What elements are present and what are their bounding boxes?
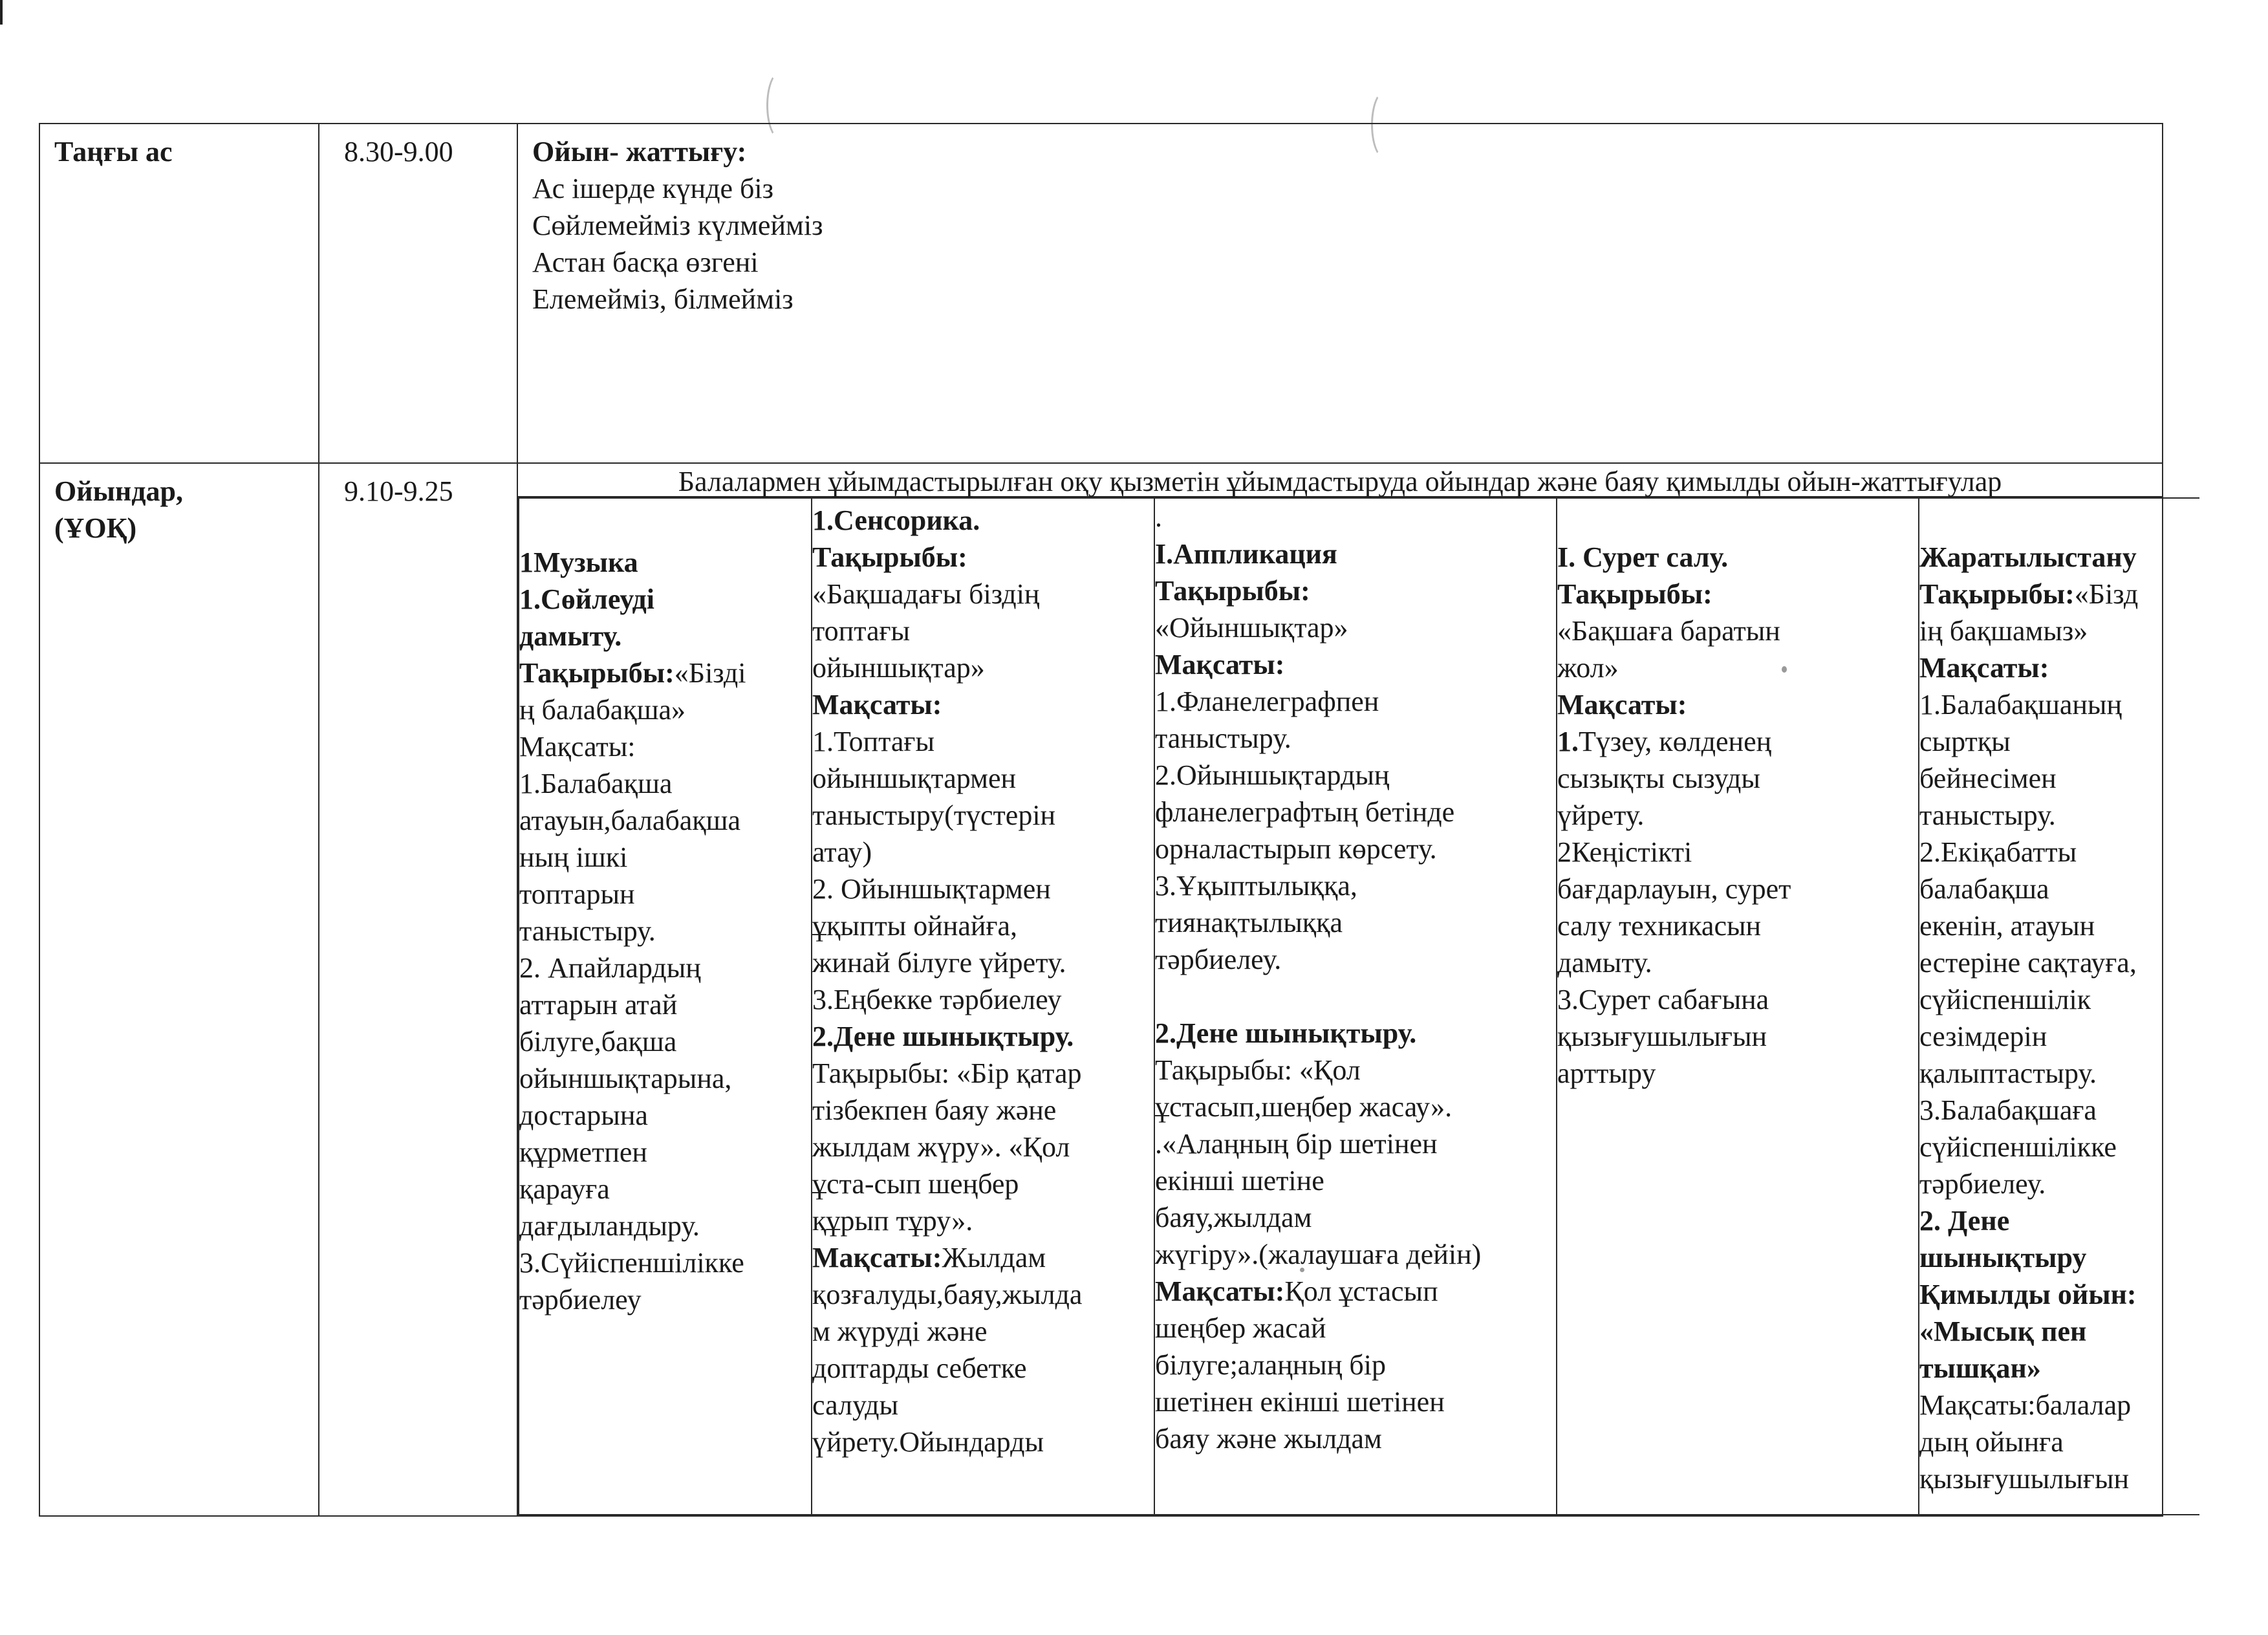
lesson-text: баяу,жылдам — [1155, 1202, 1312, 1233]
lesson-line — [1919, 871, 2199, 907]
lesson-heading-text: Мақсаты: — [1155, 649, 1285, 680]
lesson-line — [812, 539, 1154, 576]
lesson-text: тәрбиелеу. — [1919, 1168, 2046, 1200]
lesson-text: қызығушылығын — [1557, 1021, 1767, 1052]
lesson-line — [519, 1097, 811, 1134]
lesson-text: дағдыландыру. — [519, 1210, 700, 1242]
lesson-text: сыртқы — [1919, 726, 2011, 757]
lesson-line — [1557, 1055, 1918, 1092]
lesson-text: аттарын атай — [519, 989, 678, 1021]
lesson-line — [1919, 797, 2199, 834]
lesson-text: Түзеу, көлденең — [1579, 726, 1772, 757]
lesson-text: атауын,балабақша — [519, 805, 741, 836]
lesson-heading-text: 2.Дене шынықтыру. — [812, 1021, 1074, 1052]
lesson-text: сезімдерін — [1919, 1021, 2047, 1052]
lesson-column-day-5 — [1919, 498, 2199, 1515]
lesson-line — [812, 1092, 1154, 1129]
lesson-line — [1155, 757, 1556, 794]
activity-time: 9.10-9.25 — [344, 475, 453, 507]
activity-name: Ойындар, — [54, 475, 184, 507]
lesson-line — [1557, 576, 1918, 612]
exercise-title: Ойын- жаттығу: — [532, 136, 747, 168]
activity-content-cell — [517, 124, 2163, 463]
lesson-line — [1919, 576, 2199, 612]
lesson-line — [519, 765, 811, 802]
lesson-text: құрметпен — [519, 1136, 647, 1168]
lesson-text: 3.Сүйіспеншілікке — [519, 1247, 744, 1279]
lesson-text: салуды — [812, 1389, 899, 1421]
lesson-text: ойыншықтармен — [812, 763, 1017, 794]
lesson-text: екенін, атауын — [1919, 910, 2095, 942]
lesson-line — [1155, 941, 1556, 978]
lesson-line — [812, 649, 1154, 686]
lesson-heading-text: тышқан» — [1919, 1352, 2041, 1384]
lesson-line — [519, 839, 811, 876]
lesson-line — [1919, 1018, 2199, 1055]
lesson-line — [519, 691, 811, 728]
lesson-text: құрып тұру». — [812, 1205, 973, 1237]
lesson-line — [812, 723, 1154, 760]
lesson-line — [812, 1424, 1154, 1460]
lesson-line — [1919, 760, 2199, 797]
poem-line: Елемейміз, білмейміз — [532, 283, 794, 315]
lesson-line — [519, 949, 811, 986]
lesson-line — [1557, 981, 1918, 1018]
lesson-heading-text: 1. — [1557, 726, 1579, 757]
lesson-line — [1155, 1199, 1556, 1236]
lesson-line — [519, 544, 811, 581]
lesson-text: ойыншықтарына, — [519, 1063, 732, 1094]
lesson-line — [1155, 794, 1556, 830]
lesson-text: таныстыру. — [519, 915, 656, 947]
lesson-heading-text: 1.Сенсорика. — [812, 504, 980, 536]
lesson-line — [812, 944, 1154, 981]
lesson-line — [1155, 1310, 1556, 1347]
lesson-text: фланелеграфтың бетінде — [1155, 796, 1455, 828]
lesson-text: арттыру — [1557, 1057, 1656, 1089]
lesson-text: Мақсаты:балалар — [1919, 1389, 2132, 1421]
lesson-column-day-1 — [519, 498, 812, 1515]
lesson-text: дың ойынға — [1919, 1426, 2064, 1458]
lesson-text: 1.Топтағы — [812, 726, 935, 757]
lesson-heading-text: Қимылды ойын: — [1919, 1279, 2137, 1310]
lesson-heading-text: Тақырыбы: — [519, 657, 675, 689]
poem-line: Сөйлемейміз күлмейміз — [532, 210, 823, 241]
lesson-text: ұқыпты ойнайға, — [812, 910, 1018, 942]
lesson-line — [519, 581, 811, 618]
lesson-text: тәрбиелеу — [519, 1284, 642, 1316]
lesson-line — [1155, 499, 1556, 536]
lesson-column-day-2 — [812, 498, 1154, 1515]
lesson-heading-text: 2. Дене — [1919, 1205, 2010, 1237]
lesson-line — [812, 871, 1154, 907]
lesson-line — [1557, 834, 1918, 871]
lesson-line — [812, 1018, 1154, 1055]
lesson-heading-text: Мақсаты: — [1919, 652, 2049, 684]
lesson-text: достарына — [519, 1099, 648, 1131]
lesson-line — [1919, 1460, 2199, 1497]
lesson-line — [1155, 1162, 1556, 1199]
lesson-line — [1919, 686, 2199, 723]
lesson-text: таныстыру(түстерін — [812, 799, 1056, 831]
time-cell — [319, 124, 517, 463]
lesson-heading-text: 2.Дене шынықтыру. — [1155, 1017, 1417, 1049]
lesson-line — [812, 1055, 1154, 1092]
schedule-sheet — [39, 123, 2163, 1517]
lesson-text: ің бақшамыз» — [1919, 615, 2088, 647]
lesson-heading-text: І.Аппликация — [1155, 538, 1337, 570]
activity-name-abbrev: (ҰОҚ) — [54, 512, 137, 544]
lesson-line — [1155, 1015, 1556, 1052]
lesson-line — [812, 686, 1154, 723]
lesson-line — [1919, 649, 2199, 686]
lesson-line — [1557, 686, 1918, 723]
lesson-line — [519, 986, 811, 1023]
weekday-lessons-table — [518, 497, 2199, 1515]
lesson-heading-text: 1Музыка — [519, 547, 638, 578]
lesson-line — [1919, 1129, 2199, 1165]
lesson-text: дамыту. — [1557, 947, 1652, 979]
lesson-line — [1557, 612, 1918, 649]
lesson-heading-text: Мақсаты: — [1557, 689, 1687, 720]
lesson-text: 3.Еңбекке тәрбиелеу — [812, 984, 1062, 1015]
lesson-line — [1155, 1236, 1556, 1273]
lesson-line — [812, 981, 1154, 1018]
activity-name: Таңғы ас — [54, 136, 173, 168]
lesson-text: м жүруді және — [812, 1316, 988, 1347]
lesson-line — [812, 1313, 1154, 1350]
lesson-line — [812, 834, 1154, 871]
lesson-text: Тақырыбы: «Бір қатар — [812, 1057, 1082, 1089]
lesson-text: «Ойыншықтар» — [1155, 612, 1348, 644]
lesson-text: үйрету.Ойындарды — [812, 1426, 1044, 1458]
lesson-text: «Бізд — [2074, 578, 2139, 610]
lesson-line — [812, 1276, 1154, 1313]
lesson-line — [812, 1165, 1154, 1202]
activity-name-cell — [39, 463, 319, 1516]
lesson-text: білуге,бақша — [519, 1026, 677, 1057]
lesson-text: . — [1155, 501, 1162, 533]
lesson-line — [1155, 572, 1556, 609]
lesson-text: жүгіру».(жалаушаға дейін) — [1155, 1239, 1482, 1270]
lesson-line — [1557, 760, 1918, 797]
lesson-text: 1.Балабақшаның — [1919, 689, 2122, 720]
lesson-text: топтағы — [812, 615, 911, 647]
lesson-heading-text: Мақсаты: — [1155, 1275, 1285, 1307]
lesson-line — [1557, 871, 1918, 907]
lesson-text: доптарды себетке — [812, 1352, 1027, 1384]
lesson-text: орналастырып көрсету. — [1155, 833, 1437, 865]
lesson-line — [1557, 944, 1918, 981]
lesson-line — [1557, 539, 1918, 576]
lesson-line — [1919, 1276, 2199, 1313]
lesson-text: 2. Апайлардың — [519, 952, 701, 984]
lesson-line — [1155, 1088, 1556, 1125]
lesson-heading-text: дамыту. — [519, 620, 622, 652]
lesson-text: 2Кеңістікті — [1557, 836, 1692, 868]
poem-line: Ас ішерде күнде біз — [532, 173, 774, 204]
lesson-line — [1155, 1383, 1556, 1420]
lesson-text: 3.Балабақшаға — [1919, 1094, 2097, 1126]
lesson-text: «Бізді — [674, 657, 746, 689]
lesson-text: қозғалуды,баяу,жылда — [812, 1279, 1083, 1310]
lesson-heading-text: Тақырыбы: — [1557, 578, 1712, 610]
lesson-heading-text: Тақырыбы: — [1155, 575, 1310, 607]
lesson-line — [812, 612, 1154, 649]
lesson-text: естеріне сақтауға, — [1919, 947, 2137, 979]
daily-plan-table — [39, 123, 2163, 1517]
lesson-text: Жылдам — [942, 1242, 1046, 1273]
lesson-text: шеңбер жасай — [1155, 1312, 1326, 1344]
lesson-line — [1557, 649, 1918, 686]
lesson-heading-text: Жаратылыстану — [1919, 541, 2137, 573]
lesson-line — [1919, 1313, 2199, 1350]
lesson-line — [812, 502, 1154, 539]
lesson-text: «Бақшадағы біздің — [812, 578, 1040, 610]
lesson-column-day-4 — [1557, 498, 1919, 1515]
lesson-text: 1.Фланелеграфпен — [1155, 686, 1379, 717]
lesson-line — [812, 1202, 1154, 1239]
lesson-text: ұста-сып шеңбер — [812, 1168, 1019, 1200]
lesson-line — [1557, 723, 1918, 760]
lesson-text: сүйіспеншілік — [1919, 984, 2091, 1015]
lesson-line — [1155, 830, 1556, 867]
lesson-text: 2.Екіқабатты — [1919, 836, 2077, 868]
lesson-line — [1155, 904, 1556, 941]
lesson-line — [519, 655, 811, 691]
lesson-line — [1155, 536, 1556, 572]
activity-name-cell — [39, 124, 319, 463]
lesson-heading-text: І. Сурет салу. — [1557, 541, 1729, 573]
lesson-line — [1557, 797, 1918, 834]
lesson-line — [1919, 907, 2199, 944]
lesson-text: 1.Балабақша — [519, 768, 673, 799]
lesson-line — [1919, 981, 2199, 1018]
lesson-text: 2.Ойыншықтардың — [1155, 759, 1390, 791]
lesson-text: қалыптастыру. — [1919, 1057, 2097, 1089]
lesson-line — [812, 1239, 1154, 1276]
lesson-line — [812, 576, 1154, 612]
lesson-line — [519, 913, 811, 949]
lesson-text: ұстасып,шеңбер жасау». — [1155, 1091, 1453, 1123]
lesson-line — [1919, 612, 2199, 649]
lesson-line — [812, 760, 1154, 797]
lesson-text: топтарын — [519, 878, 635, 910]
lesson-line — [1155, 1125, 1556, 1162]
lesson-heading-text: 1.Сөйлеуді — [519, 583, 654, 615]
table-row-games-header — [39, 463, 2163, 497]
lesson-text: екінші шетіне — [1155, 1165, 1324, 1196]
lesson-line — [519, 728, 811, 765]
lesson-text: .«Алаңның бір шетінен — [1155, 1128, 1438, 1160]
lesson-line — [519, 1134, 811, 1171]
games-banner-cell — [517, 463, 2163, 497]
lesson-line — [812, 1129, 1154, 1165]
poem-line: Астан басқа өзгені — [532, 246, 759, 278]
lesson-text: үйрету. — [1557, 799, 1645, 831]
lesson-text: баяу және жылдам — [1155, 1423, 1382, 1455]
lesson-line — [812, 1350, 1154, 1387]
lesson-text: ойыншықтар» — [812, 652, 985, 684]
lesson-line — [1919, 834, 2199, 871]
lesson-line — [1155, 867, 1556, 904]
lesson-text: балабақша — [1919, 873, 2049, 905]
lesson-column-day-3 — [1154, 498, 1557, 1515]
lesson-line — [1919, 1424, 2199, 1460]
lesson-line — [1919, 1055, 2199, 1092]
lesson-line — [1919, 723, 2199, 760]
lesson-line — [1919, 1202, 2199, 1239]
lesson-heading-text: шынықтыру — [1919, 1242, 2087, 1273]
lesson-text: ның ішкі — [519, 841, 628, 873]
lesson-heading-text: Мақсаты: — [812, 1242, 942, 1273]
lesson-line — [1155, 978, 1556, 1015]
lesson-text: таныстыру. — [1155, 722, 1291, 754]
time-cell — [319, 463, 517, 1516]
lesson-heading-text: «Мысық пен — [1919, 1316, 2087, 1347]
lesson-line — [1919, 539, 2199, 576]
lesson-text: атау) — [812, 836, 872, 868]
lesson-line — [812, 1387, 1154, 1424]
lesson-text: Мақсаты: — [519, 731, 636, 763]
games-banner-text: Балалармен ұйымдастырылған оқу қызметін ұйымдастыруда ойындар және баяу қимылды ойын-жаттығулар — [678, 466, 2002, 497]
lesson-line — [1155, 1273, 1556, 1310]
lesson-heading-text: Тақырыбы: — [812, 541, 967, 573]
lesson-text: шетінен екінші шетінен — [1155, 1386, 1445, 1418]
lesson-line — [812, 797, 1154, 834]
lesson-heading-text: Тақырыбы: — [1919, 578, 2075, 610]
lesson-text: 2. Ойыншықтармен — [812, 873, 1051, 905]
lesson-text: сүйіспеншілікке — [1919, 1131, 2117, 1163]
lesson-line — [1155, 1347, 1556, 1383]
lesson-line — [1919, 1239, 2199, 1276]
lesson-text: жылдам жүру». «Қол — [812, 1131, 1070, 1163]
lesson-text: жол» — [1557, 652, 1619, 684]
lesson-line — [519, 1244, 811, 1281]
lesson-line — [519, 1023, 811, 1060]
lesson-line — [519, 1171, 811, 1207]
lesson-text: 3.Сурет сабағына — [1557, 984, 1769, 1015]
lesson-text: жинай білуге үйрету. — [812, 947, 1066, 979]
lesson-text: білуге;алаңның бір — [1155, 1349, 1387, 1381]
lesson-line — [1155, 1052, 1556, 1088]
scan-corner-mark — [0, 0, 3, 25]
lesson-line — [1155, 609, 1556, 646]
activity-time: 8.30-9.00 — [344, 136, 453, 168]
lesson-text: салу техникасын — [1557, 910, 1762, 942]
lesson-text: «Бақшаға баратын — [1557, 615, 1780, 647]
lesson-text: Тақырыбы: «Қол — [1155, 1054, 1361, 1086]
lesson-text: бағдарлауын, сурет — [1557, 873, 1791, 905]
lessons-cell — [517, 497, 2163, 1516]
lesson-text: тізбекпен баяу және — [812, 1094, 1057, 1126]
lesson-line — [1557, 1018, 1918, 1055]
lesson-line — [1919, 1165, 2199, 1202]
lesson-line — [519, 802, 811, 839]
lesson-line — [1919, 1092, 2199, 1129]
lesson-line — [519, 618, 811, 655]
lesson-text: сызықты сызуды — [1557, 763, 1760, 794]
lesson-line — [519, 876, 811, 913]
lesson-text: ң балабақша» — [519, 694, 686, 726]
lesson-text: тәрбиелеу. — [1155, 944, 1282, 975]
lesson-line — [1155, 646, 1556, 683]
lesson-text: қарауға — [519, 1173, 610, 1205]
lesson-line — [1155, 720, 1556, 757]
lesson-text: таныстыру. — [1919, 799, 2056, 831]
lesson-text: Қол ұстасып — [1284, 1275, 1438, 1307]
lesson-line — [1557, 907, 1918, 944]
table-row-breakfast — [39, 124, 2163, 463]
lesson-text: қызығушылығын — [1919, 1463, 2130, 1495]
lesson-line — [1919, 1387, 2199, 1424]
lesson-heading-text: Мақсаты: — [812, 689, 942, 720]
lesson-line — [1919, 944, 2199, 981]
lesson-line — [519, 1281, 811, 1318]
lesson-text: бейнесімен — [1919, 763, 2057, 794]
lesson-line — [1919, 1350, 2199, 1387]
lesson-line — [519, 1207, 811, 1244]
lesson-line — [812, 907, 1154, 944]
lesson-text: 3.Ұқыптылыққа, — [1155, 870, 1357, 902]
lesson-line — [1155, 1420, 1556, 1457]
lesson-text: тиянақтылыққа — [1155, 907, 1343, 938]
lesson-line — [519, 1060, 811, 1097]
lesson-line — [1155, 683, 1556, 720]
